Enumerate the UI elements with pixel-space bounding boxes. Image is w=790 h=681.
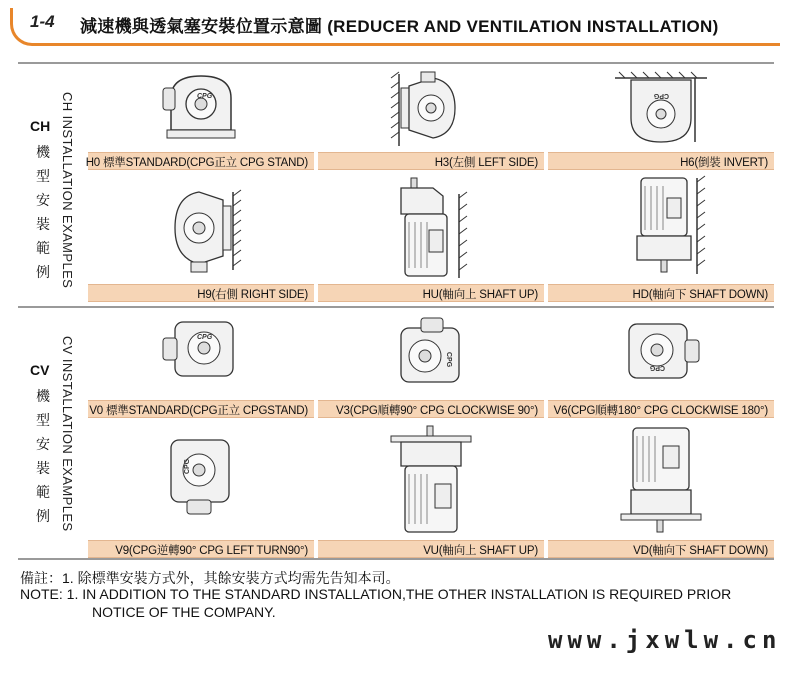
diagram-vd <box>548 420 774 560</box>
diagram-vu <box>318 420 544 560</box>
vd-caption: VD(軸向下 SHAFT DOWN) <box>633 545 768 557</box>
svg-text:CPG: CPG <box>197 93 213 100</box>
note-chinese: 備註：1. 除標準安裝方式外，其餘安裝方式均需先告知本司。 <box>20 570 400 586</box>
v6-diagram <box>548 314 774 394</box>
h9-caption: H9(右側 RIGHT SIDE) <box>197 289 308 301</box>
h6-caption: H6(倒裝 INVERT) <box>680 157 768 169</box>
v9-caption: V9(CPG逆轉90° CPG LEFT TURN90°) <box>115 545 308 557</box>
cv-clockwise-180-icon <box>601 314 721 394</box>
h9-caption-bar <box>88 284 314 302</box>
cv-standard-icon <box>141 314 261 394</box>
reducer-left-side-icon <box>371 68 491 148</box>
vu-diagram <box>318 424 544 536</box>
site-watermark: www.jxwlw.cn <box>548 626 782 654</box>
v0-caption-bar <box>88 400 314 418</box>
h6-caption-bar <box>548 152 774 170</box>
h3-caption: H3(左側 LEFT SIDE) <box>434 157 538 169</box>
h0-caption: H0 標準STANDARD(CPG正立 CPG STAND) <box>85 157 308 169</box>
page-header <box>4 4 786 44</box>
ch-code: CH <box>30 118 51 134</box>
ch-section <box>18 64 774 308</box>
reducer-invert-icon <box>601 68 721 148</box>
v6-caption-bar <box>548 400 774 418</box>
page-title: 減速機與透氣塞安裝位置示意圖 (REDUCER AND VENTILATION INSTALLATION) <box>80 17 719 36</box>
v0-caption: V0 標準STANDARD(CPG正立 CPGSTAND) <box>89 405 308 417</box>
svg-text:CPG: CPG <box>445 352 452 368</box>
cv-section <box>18 308 774 560</box>
vd-caption-bar <box>548 540 774 558</box>
v3-caption: V3(CPG順轉90° CPG CLOCKWISE 90°) <box>336 405 538 417</box>
diagram-h6 <box>548 68 774 168</box>
ch-side-label <box>18 64 84 306</box>
vu-caption-bar <box>318 540 544 558</box>
h3-caption-bar <box>318 152 544 170</box>
v3-diagram <box>318 314 544 394</box>
hd-diagram <box>548 174 774 280</box>
ch-chinese-label: 機型安裝範例 <box>36 144 50 280</box>
hu-caption-bar <box>318 284 544 302</box>
v3-caption-bar <box>318 400 544 418</box>
cv-shaft-up-icon <box>371 424 491 536</box>
vd-diagram <box>548 424 774 536</box>
diagram-h3 <box>318 68 544 168</box>
cv-installation-examples-label: CV INSTALLATION EXAMPLES <box>60 336 75 532</box>
svg-text:CPG: CPG <box>197 334 213 341</box>
diagram-h9 <box>88 170 314 306</box>
header-underline <box>64 43 780 46</box>
svg-text:CPG: CPG <box>649 364 665 371</box>
cv-clockwise-90-icon <box>371 314 491 394</box>
section-number: 1-4 <box>30 12 55 31</box>
installation-table <box>18 62 774 560</box>
diagram-hu <box>318 170 544 306</box>
h3-diagram <box>318 68 544 148</box>
reducer-standard-icon <box>141 68 261 148</box>
diagram-v0 <box>88 314 314 418</box>
diagram-h0 <box>85 68 314 169</box>
cv-shaft-down-icon <box>601 424 721 536</box>
v6-caption: V6(CPG順轉180° CPG CLOCKWISE 180°) <box>553 405 768 417</box>
cv-chinese-label: 機型安裝範例 <box>36 388 50 524</box>
diagram-v6 <box>548 314 774 418</box>
diagram-hd <box>548 170 774 306</box>
note-english-line1: NOTE: 1. IN ADDITION TO THE STANDARD INSTALLATION,THE OTHER INSTALLATION IS REQUIRED PRIOR <box>20 586 732 602</box>
hd-caption-bar <box>548 284 774 302</box>
note-english-line2: NOTICE OF THE COMPANY. <box>92 604 276 620</box>
hu-caption: HU(軸向上 SHAFT UP) <box>422 289 538 301</box>
svg-text:CPG: CPG <box>184 458 191 474</box>
cv-left-turn-90-icon <box>141 434 261 524</box>
hu-diagram <box>318 174 544 280</box>
reducer-right-side-icon <box>141 178 261 278</box>
vu-caption: VU(軸向上 SHAFT UP) <box>423 545 538 557</box>
v9-diagram <box>88 434 314 524</box>
h0-caption-bar <box>85 152 314 170</box>
cv-code: CV <box>30 362 50 378</box>
motor-shaft-down-icon <box>601 174 721 280</box>
svg-text:CPG: CPG <box>653 92 669 99</box>
h0-diagram <box>88 68 314 148</box>
h9-diagram <box>88 178 314 278</box>
v9-caption-bar <box>88 540 314 558</box>
diagram-v9 <box>88 420 314 560</box>
diagram-v3 <box>318 314 544 418</box>
h6-diagram <box>548 68 774 148</box>
motor-shaft-up-icon <box>371 174 491 280</box>
v0-diagram <box>88 314 314 394</box>
hd-caption: HD(軸向下 SHAFT DOWN) <box>632 289 768 301</box>
ch-installation-examples-label: CH INSTALLATION EXAMPLES <box>60 92 75 289</box>
cv-side-label <box>18 308 84 560</box>
